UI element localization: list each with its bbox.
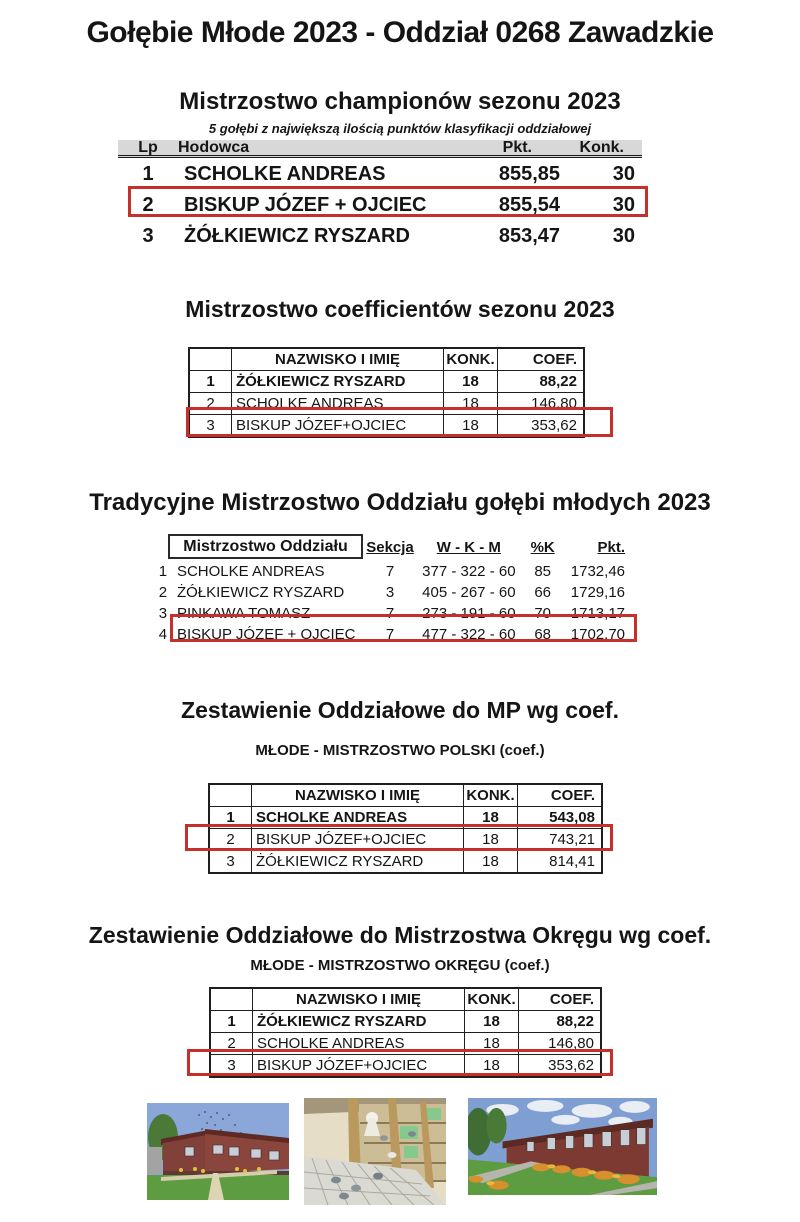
- cell-pkt: 853,47: [498, 225, 560, 247]
- cell-pk: 66: [534, 584, 552, 601]
- table-row-highlighted: [211, 1054, 600, 1076]
- cell-wkm: 273 - 191 - 60: [422, 605, 516, 622]
- section-okreg-title: Zestawienie Oddziałowe do Mistrzostwa Okręgu wg coef.: [88, 922, 712, 948]
- column-header-coef: COEF.: [532, 351, 577, 368]
- cell-name: PINKAWA TOMASZ: [176, 605, 311, 622]
- table-row: [190, 392, 583, 414]
- cell-rank: 3: [211, 1055, 253, 1076]
- cell-rank: 1: [210, 807, 252, 828]
- cell-rank: 1: [158, 563, 168, 580]
- section-mp-title: Zestawienie Oddziałowe do MP wg coef.: [181, 697, 619, 723]
- cell-rank: 3: [210, 851, 252, 872]
- cell-rank: 1: [211, 1011, 253, 1032]
- cell-name: BISKUP JÓZEF + OJCIEC: [184, 194, 427, 216]
- column-header-pkt: Pkt.: [597, 539, 626, 556]
- column-header-coef: COEF.: [550, 787, 595, 804]
- cell-name: SCHOLKE ANDREAS: [252, 807, 464, 828]
- table-row-highlighted: [152, 624, 633, 645]
- cell-name: ŻÓŁKIEWICZ RYSZARD: [253, 1011, 465, 1032]
- cell-konk: 18: [464, 807, 518, 828]
- table-header-row: [152, 534, 633, 561]
- column-header-name: NAZWISKO I IMIĘ: [232, 349, 444, 370]
- cell-name: SCHOLKE ANDREAS: [253, 1033, 465, 1054]
- cell-konk: 18: [465, 1055, 519, 1076]
- cell-coef: 743,21: [549, 831, 595, 848]
- table-row: [152, 603, 633, 624]
- cell-konk: 30: [612, 163, 635, 185]
- column-header-hodowca: Hodowca: [178, 138, 250, 156]
- cell-konk: 18: [444, 393, 498, 414]
- cell-lp: 1: [142, 163, 154, 185]
- table-row-highlighted: [210, 828, 601, 850]
- table-row: [211, 1010, 600, 1032]
- table-row-highlighted: [190, 414, 583, 436]
- cell-konk: 18: [465, 1033, 519, 1054]
- cell-pkt: 1702,70: [570, 626, 626, 643]
- cell-konk: 18: [444, 371, 498, 392]
- column-header-lp: Lp: [138, 138, 158, 156]
- header-box-mistrzostwo-oddzialu: Mistrzostwo Oddziału: [168, 534, 363, 559]
- cell-rank: 2: [210, 829, 252, 850]
- cell-sekcja: 3: [385, 584, 395, 601]
- column-header-rank: [210, 785, 252, 806]
- traditional-table: [152, 534, 633, 645]
- column-header-konk: KONK.: [465, 989, 519, 1010]
- cell-coef: 146,80: [548, 1035, 594, 1052]
- cell-lp: 3: [142, 225, 154, 247]
- cell-coef: 353,62: [548, 1057, 594, 1074]
- table-row: [190, 370, 583, 392]
- table-row: [210, 806, 601, 828]
- cell-pk: 85: [534, 563, 552, 580]
- cell-pkt: 855,85: [498, 163, 560, 185]
- table-header-row: [118, 140, 642, 158]
- cell-rank: 4: [158, 626, 168, 643]
- table-row: [118, 222, 642, 251]
- cell-pk: 70: [534, 605, 552, 622]
- cell-wkm: 377 - 322 - 60: [422, 563, 516, 580]
- section-traditional-title: Tradycyjne Mistrzostwo Oddziału gołębi młodych 2023: [89, 489, 711, 516]
- table-header-row: [190, 349, 583, 370]
- column-header-wkm: W - K - M: [436, 539, 501, 556]
- cell-name: SCHOLKE ANDREAS: [176, 563, 325, 580]
- table-header-row: [211, 989, 600, 1010]
- coefficients-table: [188, 347, 585, 438]
- cell-lp: 2: [142, 194, 154, 216]
- column-header-konk: Konk.: [579, 138, 624, 156]
- cell-rank: 3: [158, 605, 168, 622]
- table-row: [152, 561, 633, 582]
- table-row: [211, 1032, 600, 1054]
- column-header-pkt: Pkt.: [502, 138, 532, 156]
- column-header-konk: KONK.: [464, 785, 518, 806]
- cell-coef: 88,22: [556, 1013, 594, 1030]
- cell-konk: 18: [444, 415, 498, 436]
- column-header-pk: %K: [530, 539, 555, 556]
- okreg-table: [209, 987, 602, 1078]
- cell-rank: 3: [190, 415, 232, 436]
- cell-konk: 30: [612, 225, 635, 247]
- column-header-name: NAZWISKO I IMIĘ: [253, 989, 465, 1010]
- cell-coef: 146,80: [531, 395, 577, 412]
- cell-wkm: 477 - 322 - 60: [422, 626, 516, 643]
- table-row-highlighted: [118, 191, 642, 220]
- cell-rank: 2: [158, 584, 168, 601]
- cell-pkt: 1713,17: [570, 605, 626, 622]
- cell-konk: 18: [464, 851, 518, 872]
- table-row: [152, 582, 633, 603]
- column-header-rank: [190, 349, 232, 370]
- cell-coef: 353,62: [531, 417, 577, 434]
- cell-name: ŻÓŁKIEWICZ RYSZARD: [176, 584, 345, 601]
- table-row: [210, 850, 601, 872]
- page-title: Gołębie Młode 2023 - Oddział 0268 Zawadzkie: [86, 16, 714, 49]
- column-header-konk: KONK.: [444, 349, 498, 370]
- section-champions-title: Mistrzostwo championów sezonu 2023: [179, 88, 621, 115]
- cell-sekcja: 7: [385, 626, 395, 643]
- cell-name: SCHOLKE ANDREAS: [232, 393, 444, 414]
- cell-pk: 68: [534, 626, 552, 643]
- section-mp-subtitle: MŁODE - MISTRZOSTWO POLSKI (coef.): [255, 742, 545, 759]
- cell-name: BISKUP JÓZEF+OJCIEC: [232, 415, 444, 436]
- column-header-name: NAZWISKO I IMIĘ: [252, 785, 464, 806]
- cell-wkm: 405 - 267 - 60: [422, 584, 516, 601]
- section-coefficients-title: Mistrzostwo coefficientów sezonu 2023: [185, 296, 615, 322]
- column-header-coef: COEF.: [549, 991, 594, 1008]
- section-champions-subtitle: 5 gołębi z największą ilością punktów klasyfikacji oddziałowej: [208, 121, 592, 136]
- cell-name: BISKUP JÓZEF+OJCIEC: [253, 1055, 465, 1076]
- loft-interior-photo: [304, 1098, 446, 1205]
- cell-konk: 18: [465, 1011, 519, 1032]
- cell-konk: 18: [464, 829, 518, 850]
- cell-coef: 543,08: [549, 809, 595, 826]
- table-row: [118, 160, 642, 189]
- cell-coef: 88,22: [539, 373, 577, 390]
- cell-rank: 1: [190, 371, 232, 392]
- cell-konk: 30: [612, 194, 635, 216]
- cell-sekcja: 7: [385, 605, 395, 622]
- column-header-sekcja: Sekcja: [366, 539, 414, 556]
- mp-table: [208, 783, 603, 874]
- loft-exterior-photo-1: [147, 1103, 289, 1200]
- cell-rank: 2: [211, 1033, 253, 1054]
- section-okreg-subtitle: MŁODE - MISTRZOSTWO OKRĘGU (coef.): [250, 957, 550, 974]
- column-header-rank: [211, 989, 253, 1010]
- cell-name: BISKUP JÓZEF + OJCIEC: [176, 626, 356, 643]
- cell-pkt: 1732,46: [570, 563, 626, 580]
- cell-name: ŻÓŁKIEWICZ RYSZARD: [232, 371, 444, 392]
- cell-pkt: 1729,16: [570, 584, 626, 601]
- champions-table: [118, 140, 642, 251]
- cell-pkt: 855,54: [498, 194, 560, 216]
- cell-coef: 814,41: [549, 853, 595, 870]
- cell-sekcja: 7: [385, 563, 395, 580]
- cell-name: SCHOLKE ANDREAS: [184, 163, 386, 185]
- cell-rank: 2: [190, 393, 232, 414]
- table-header-row: [210, 785, 601, 806]
- cell-name: ŻÓŁKIEWICZ RYSZARD: [184, 225, 410, 247]
- cell-name: BISKUP JÓZEF+OJCIEC: [252, 829, 464, 850]
- cell-name: ŻÓŁKIEWICZ RYSZARD: [252, 851, 464, 872]
- loft-exterior-photo-2: [468, 1098, 657, 1195]
